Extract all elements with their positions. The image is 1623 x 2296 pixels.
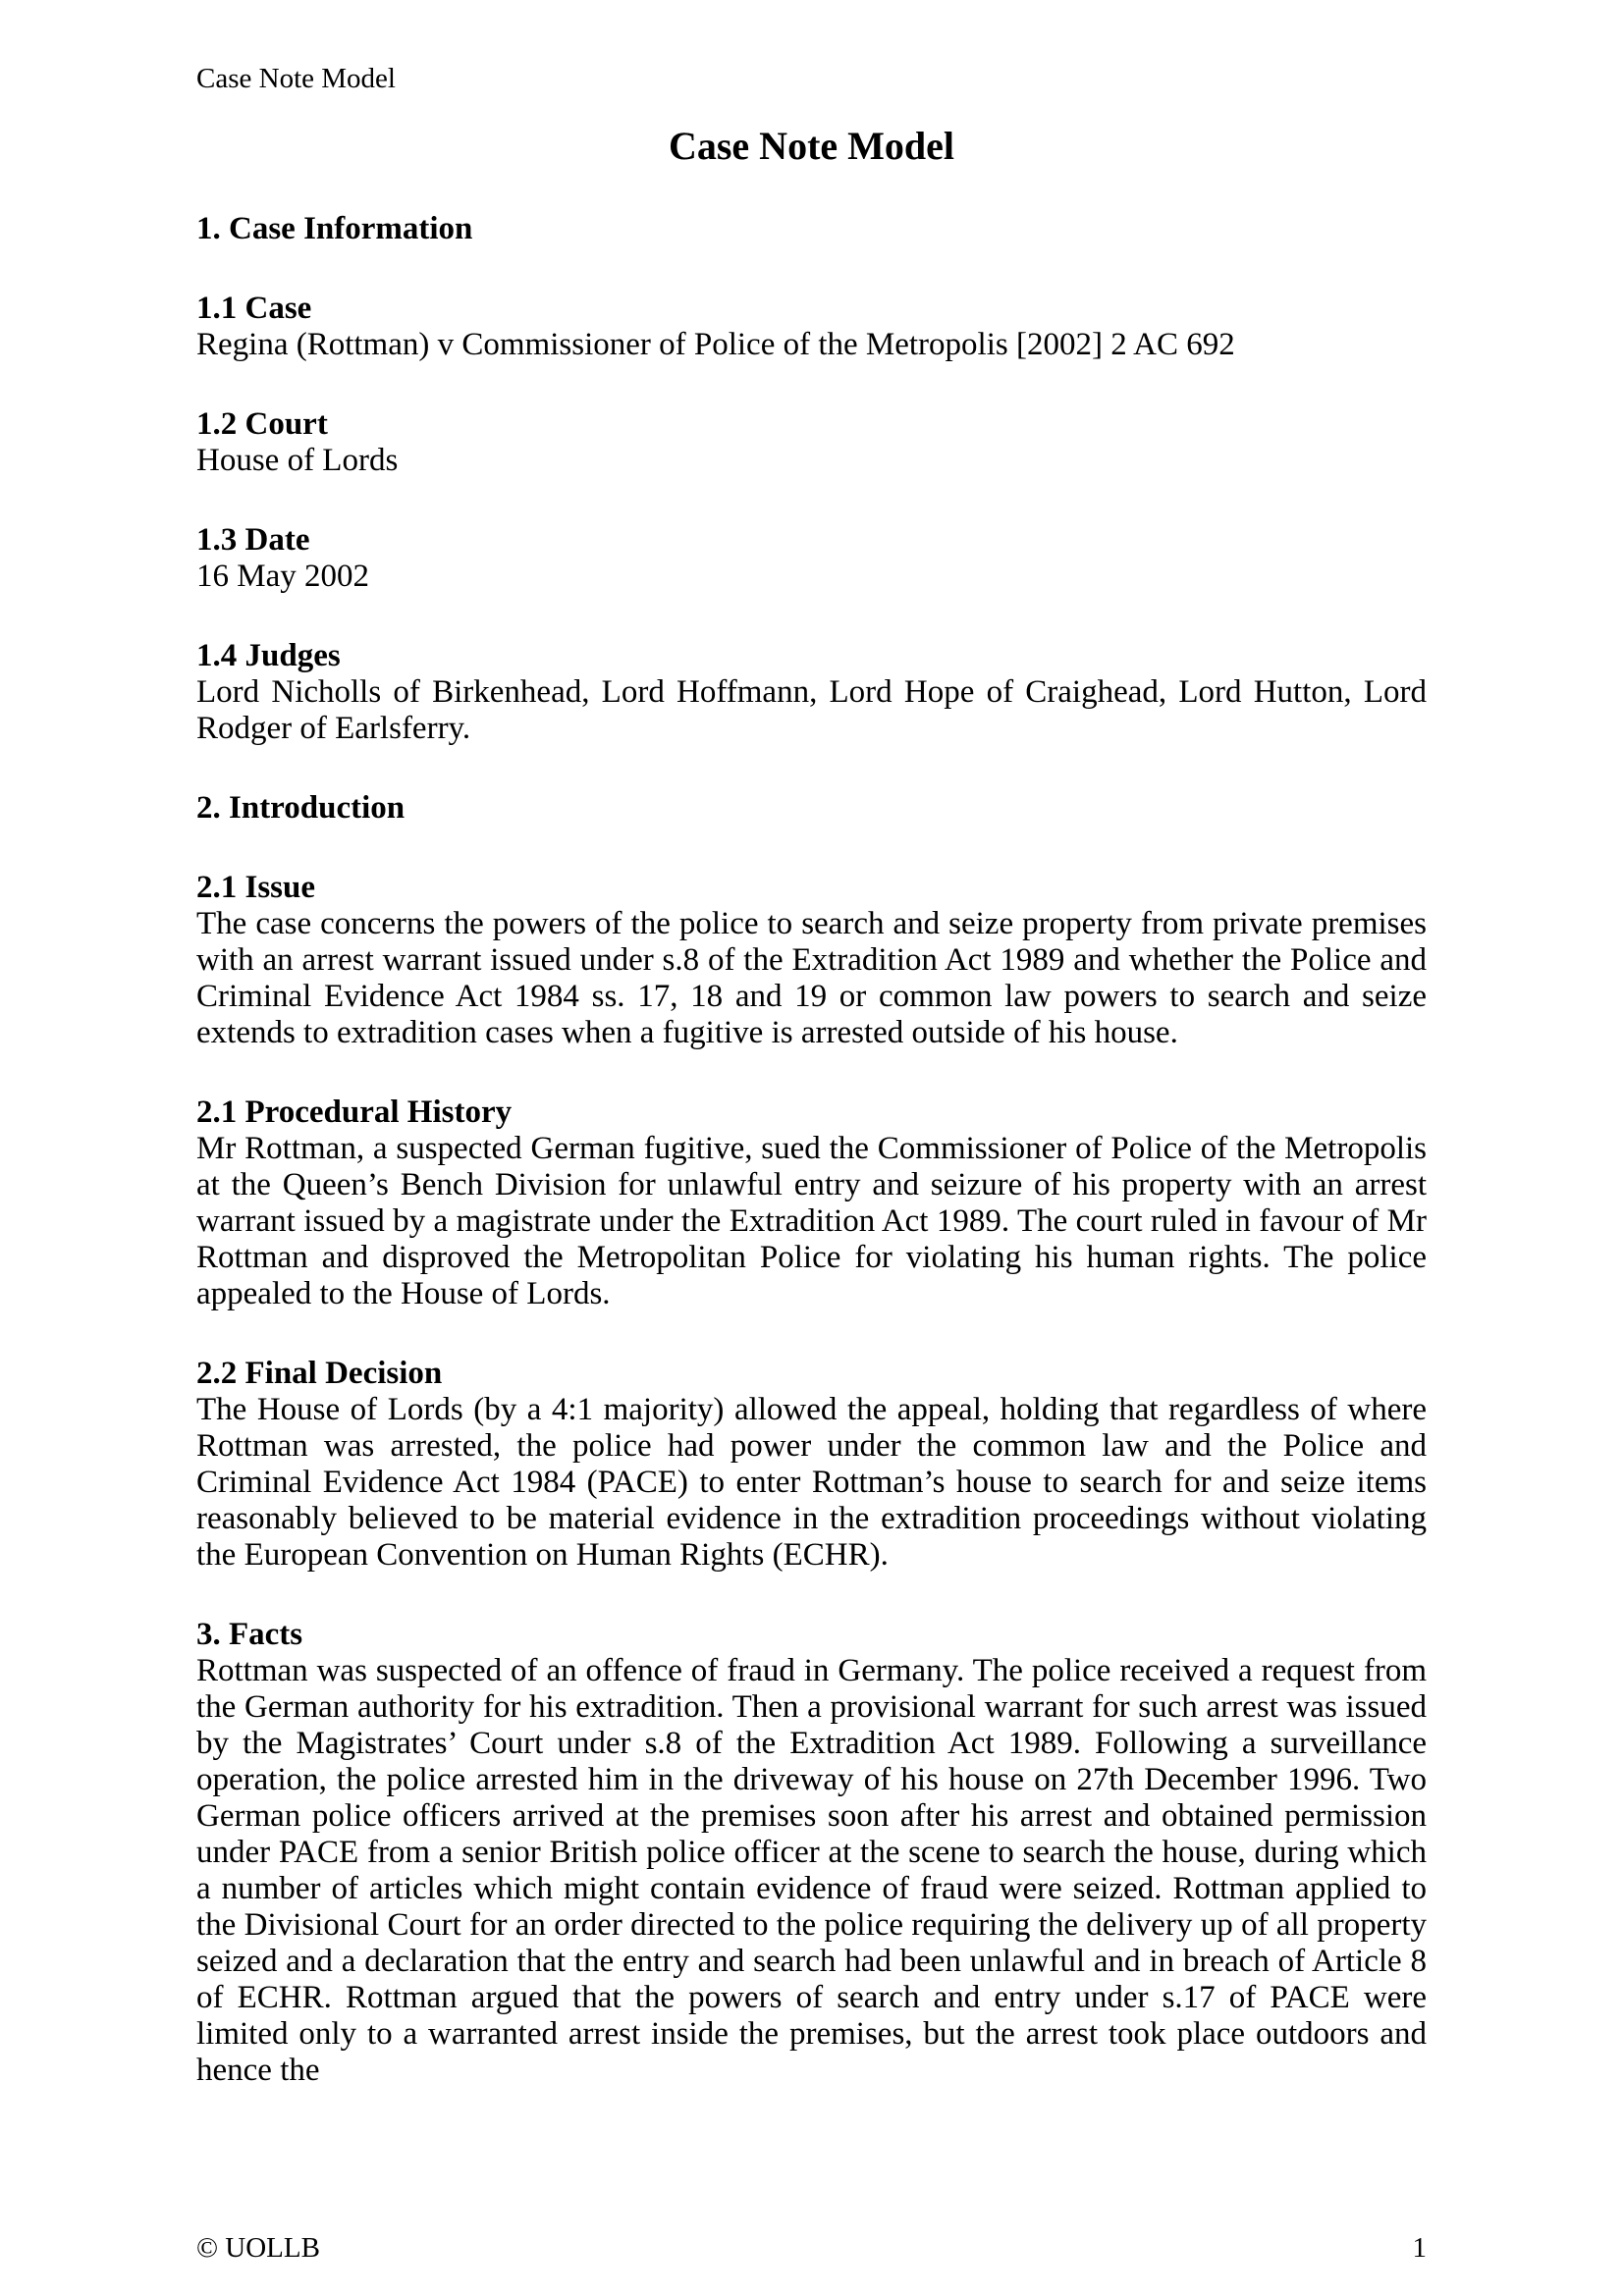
section-court [196,406,1427,479]
section-body: The case concerns the powers of the police to search and seize property from private premises with an arrest warrant issued under s.8 of the Extradition Act 1989 and whether the Police and Criminal Evidence Act 1984 ss. 17, 18 and 19 or common law powers to search and seize extends to extradition cases when a fugitive is arrested outside of his house. [196,906,1427,1050]
section-heading: 1. Case Information [196,211,473,246]
section-date [196,522,1427,595]
footer-page-number: 1 [1412,2232,1427,2264]
sections-container [196,211,1427,2089]
section-heading: 2.1 Procedural History [196,1095,513,1130]
running-header: Case Note Model [196,63,396,94]
section-heading: 2.1 Issue [196,870,316,905]
section-body: The House of Lords (by a 4:1 majority) allowed the appeal, holding that regardless of where Rottman was arrested, the police had power under the common law and the Police and Criminal Evidence Act 1984 (PACE) to enter Rottman’s house to search for and seize items reasonably believed to be material evidence in the extradition proceedings without violating the European Convention on Human Rights (ECHR). [196,1392,1427,1573]
section-facts [196,1617,1427,2089]
section-body: Lord Nicholls of Birkenhead, Lord Hoffmann, Lord Hope of Craighead, Lord Hutton, Lord Rodger of Earlsferry. [196,674,1427,746]
section-case-information [196,211,1427,247]
section-heading: 3. Facts [196,1617,303,1652]
section-heading: 1.3 Date [196,522,310,558]
page-footer [196,2230,1427,2267]
section-body: Regina (Rottman) v Commissioner of Police of the Metropolis [2002] 2 AC 692 [196,327,1235,362]
section-body: Rottman was suspected of an offence of fraud in Germany. The police received a request from the German authority for his extradition. Then a provisional warrant for such arrest was issued by the Magistrates’ Court under s.8 of the Extradition Act 1989. Following a surveillance operation, the police arrested him in the driveway of his house on 27th December 1996. Two German police officers arrived at the premises soon after his arrest and obtained permission under PACE from a senior British police officer at the scene to search the house, during which a number of articles which might contain evidence of fraud were seized. Rottman applied to the Divisional Court for an order directed to the police requiring the delivery up of all property seized and a declaration that the entry and search had been unlawful and in breach of Article 8 of ECHR. Rottman argued that the powers of search and entry under s.17 of PACE were limited only to a warranted arrest inside the premises, but the arrest took place outdoors and hence the [196,1653,1427,2088]
section-heading: 2.2 Final Decision [196,1356,443,1391]
section-heading: 2. Introduction [196,790,406,826]
section-body: House of Lords [196,443,399,478]
section-issue [196,870,1427,1051]
section-body: Mr Rottman, a suspected German fugitive, sued the Commissioner of Police of the Metropolis at the Queen’s Bench Division for unlawful entry and seizure of his property with an arrest warrant issued by a magistrate under the Extradition Act 1989. The court ruled in favour of Mr Rottman and disproved the Metropolitan Police for violating his human rights. The police appealed to the House of Lords. [196,1131,1427,1311]
footer-copyright: © UOLLB [196,2232,320,2264]
section-heading: 1.4 Judges [196,638,341,673]
section-judges [196,638,1427,747]
section-heading: 1.2 Court [196,406,328,442]
document-content [196,61,1427,2089]
section-final-decision [196,1356,1427,1574]
section-body: 16 May 2002 [196,559,369,594]
page-title: Case Note Model [668,124,955,168]
section-procedural-history [196,1095,1427,1312]
section-introduction [196,790,1427,827]
section-heading: 1.1 Case [196,291,312,326]
section-case [196,291,1427,363]
